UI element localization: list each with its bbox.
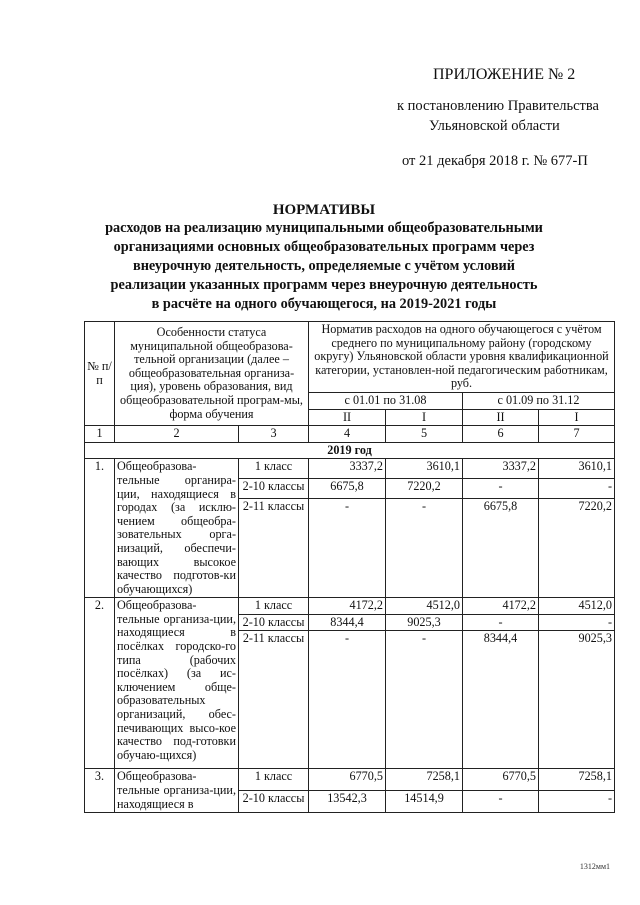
value-cell: 6675,8	[463, 499, 539, 598]
subtitle-line-3: внеурочную деятельность, определяемые с учётом условий	[132, 258, 516, 274]
header-sub-3: II	[463, 409, 539, 426]
value-cell: 6770,5	[463, 769, 539, 791]
value-cell: 7258,1	[386, 769, 463, 791]
value-cell: 9025,3	[539, 631, 615, 769]
header-sub-2: I	[386, 409, 463, 426]
column-number: 5	[386, 426, 463, 443]
header-row	[85, 322, 615, 393]
subtitle-line-2: организациями основных общеобразовательных программ через	[113, 239, 535, 255]
appendix-line-2: Ульяновской области	[429, 118, 560, 134]
row-description: Общеобразова-тельные организа-ции, находящиеся в посёлках городско-го типа (рабочих посёлках) (за ис-ключением обще-образовательных организаций, обес-печивающих высо-кое качество под-готовки обучаю-щихся)	[115, 598, 239, 769]
value-cell: 6770,5	[309, 769, 386, 791]
header-norm: Норматив расходов на одного обучающегося с учётом среднего по муниципальному району (городскому округу) Ульяновской области уровня квалификационной категории, установлен-ной педагогическим работникам, руб.	[309, 322, 615, 393]
level-label: 1 класс	[239, 769, 309, 791]
row-number: 1.	[85, 459, 115, 598]
row-number: 3.	[85, 769, 115, 813]
header-sub-1: II	[309, 409, 386, 426]
value-cell: 3610,1	[539, 459, 615, 479]
level-label: 1 класс	[239, 598, 309, 615]
value-cell: 7220,2	[539, 499, 615, 598]
table-row	[85, 598, 615, 615]
value-cell: 4512,0	[386, 598, 463, 615]
value-cell: 8344,4	[463, 631, 539, 769]
appendix-line-3: от 21 декабря 2018 г. № 677-П	[402, 153, 588, 169]
column-number: 4	[309, 426, 386, 443]
subtitle-line-1: расходов на реализацию муниципальными общеобразовательными	[105, 220, 543, 236]
value-cell: 14514,9	[386, 791, 463, 813]
value-cell: 4172,2	[463, 598, 539, 615]
value-cell: -	[463, 791, 539, 813]
value-cell: 7220,2	[386, 479, 463, 499]
document-title: НОРМАТИВЫ	[272, 202, 376, 218]
value-cell: 3610,1	[386, 459, 463, 479]
value-cell: 6675,8	[309, 479, 386, 499]
column-number: 7	[539, 426, 615, 443]
table-row	[85, 769, 615, 791]
value-cell: 8344,4	[309, 614, 386, 631]
value-cell: -	[463, 614, 539, 631]
column-number-row	[85, 426, 615, 443]
header-period-1: с 01.01 по 31.08	[309, 392, 463, 409]
appendix-line-1: к постановлению Правительства	[397, 98, 599, 114]
level-label: 1 класс	[239, 459, 309, 479]
value-cell: -	[386, 631, 463, 769]
value-cell: 13542,3	[309, 791, 386, 813]
header-period-2: с 01.09 по 31.12	[463, 392, 615, 409]
column-number: 1	[85, 426, 115, 443]
column-number: 3	[239, 426, 309, 443]
value-cell: -	[539, 479, 615, 499]
subtitle-line-4: реализации указанных программ через внеурочную деятельность	[110, 277, 538, 293]
header-sub-4: I	[539, 409, 615, 426]
column-number: 2	[115, 426, 239, 443]
document-subtitle	[80, 219, 568, 314]
level-label: 2-10 классы	[239, 614, 309, 631]
table-row	[85, 459, 615, 479]
level-label: 2-11 классы	[239, 499, 309, 598]
appendix-title: ПРИЛОЖЕНИЕ № 2	[433, 66, 576, 83]
value-cell: -	[309, 631, 386, 769]
value-cell: 9025,3	[386, 614, 463, 631]
value-cell: 3337,2	[463, 459, 539, 479]
page-stamp: 1312мм1	[579, 862, 610, 871]
header-number: № п/п	[85, 322, 115, 426]
level-label: 2-11 классы	[239, 631, 309, 769]
value-cell: -	[386, 499, 463, 598]
value-cell: -	[539, 614, 615, 631]
year-row	[85, 442, 615, 459]
norms-table	[84, 321, 615, 813]
year-label: 2019 год	[85, 442, 615, 459]
row-description: Общеобразова-тельные органиpa-ции, находящиеся в городах (за исклю-чением общеобра-зовательных орга-низаций, обеспечи-вающих высокое качество подготов-ки обучающихся)	[115, 459, 239, 598]
value-cell: 4172,2	[309, 598, 386, 615]
value-cell: -	[309, 499, 386, 598]
header-features: Особенности статуса муниципальной общеобразова-тельной организации (далее – общеобразовательная организа-ция), уровень образования, вид общеобразовательной програм-мы, форма обучения	[115, 322, 309, 426]
row-description: Общеобразова-тельные организа-ции, находящиеся в	[115, 769, 239, 813]
value-cell: -	[539, 791, 615, 813]
value-cell: 4512,0	[539, 598, 615, 615]
value-cell: 3337,2	[309, 459, 386, 479]
subtitle-line-5: в расчёте на одного обучающегося, на 2019-2021 годы	[151, 296, 497, 312]
value-cell: 7258,1	[539, 769, 615, 791]
value-cell: -	[463, 479, 539, 499]
level-label: 2-10 классы	[239, 791, 309, 813]
row-number: 2.	[85, 598, 115, 769]
column-number: 6	[463, 426, 539, 443]
level-label: 2-10 классы	[239, 479, 309, 499]
